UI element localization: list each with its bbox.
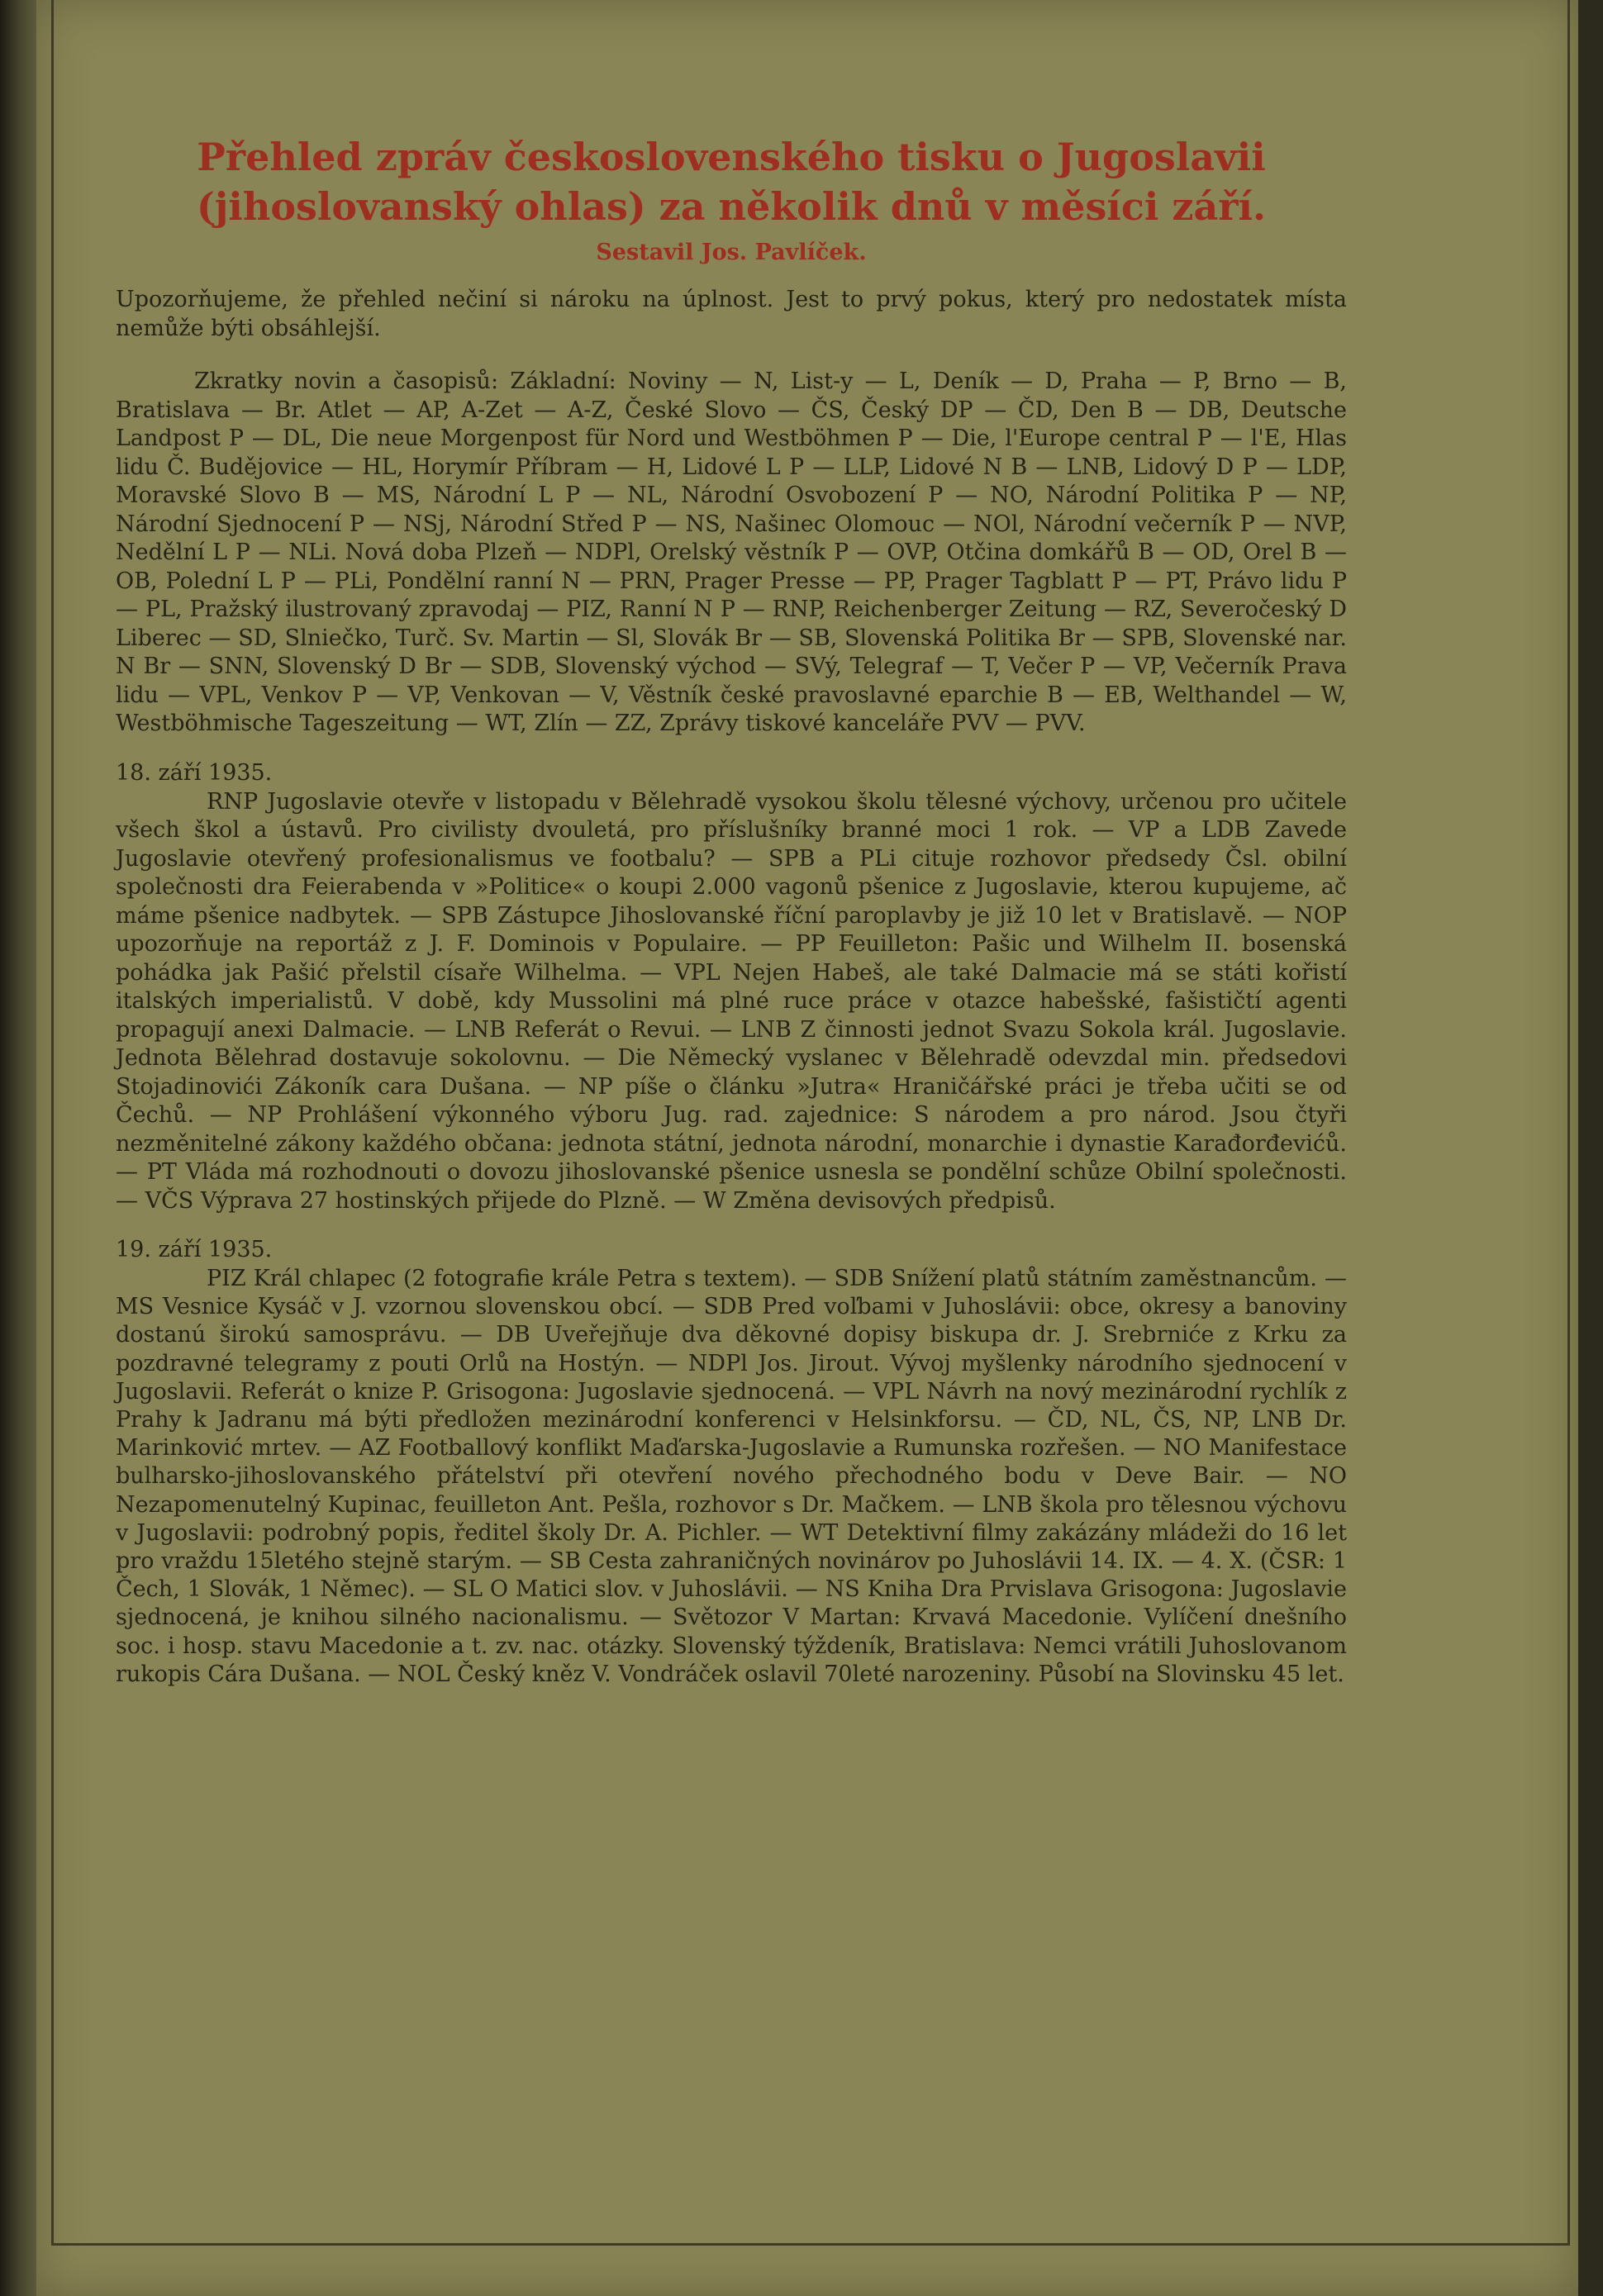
entries-18-sept: RNP Jugoslavie otevře v listopadu v Bělehradě vysokou školu tělesné výchovy, určenou pro učitele všech škol a ústavů. Pro civilisty dvouletá, pro příslušníky branné moci 1 rok. — VP a LDB Zavede Jugoslavie otevřený profesionalismus ve footbalu? — SPB a PLi cituje rozhovor předsedy Čsl. obilní společnosti dra Feierabenda v »Politice« o koupi 2.000 vagonů pšenice z Jugoslavie, kterou kupujeme, ač máme pšenice nadbytek. — SPB Zástupce Jihoslovanské říční paroplavby je již 10 let v Bratislavě. — NOP upozorňuje na reportáž z J. F. Dominois v Populaire. — PP Feuilleton: Pašic und Wilhelm II. bosenská pohádka jak Pašić přelstil císaře Wilhelma. — VPL Nejen Habeš, ale také Dalmacie má se státi kořistí italských imperialistů. V době, kdy Mussolini má plné ruce práce v otazce habešské, fašističtí agenti propagují anexi Dalmacie. — LNB Referát o Revui. — LNB Z činnosti jednot Svazu Sokola král. Jugoslavie. Jednota Bělehrad dostavuje sokolovnu. — Die Německý vyslanec v Bělehradě odevzdal min. předsedovi Stojadinovići Zákoník cara Dušana. — NP píše o článku »Jutra« Hraničářské práci je třeba učiti se od Čechů. — NP Prohlášení výkonného výboru Jug. rad. zajednice: S národem a pro národ. Jsou čtyři nezměnitelné zákony každého občana: jednota státní, jednota národní, monarchie i dynastie Karađorđevićů. — PT Vláda má rozhodnouti o dovozu jihoslovanské pšenice usnesla se pondělní schůze Obilní společnosti. — VČS Výprava 27 hostinských přijede do Plzně. — W Změna devisových předpisů. xyxy=(116,788,1347,1214)
title-line-1: Přehled zpráv československého tisku o Jugoslavii xyxy=(197,135,1266,179)
document-body xyxy=(116,132,1347,1689)
title-line-2: (jihoslovanský ohlas) za několik dnů v měsíci září. xyxy=(197,184,1266,229)
date-heading-19-sept: 19. září 1935. xyxy=(116,1237,273,1262)
entries-19-sept: PIZ Král chlapec (2 fotografie krále Petra s textem). — SDB Snížení platů státním zaměstnancům. — MS Vesnice Kysáč v J. vzornou slovenskou obcí. — SDB Pred voľbami v Juhoslávii: obce, okresy a banoviny dostanú širokú samosprávu. — DB Uveřejňuje dva děkovné dopisy biskupa dr. J. Srebrniće z Krku za pozdravné telegramy z pouti Orlů na Hostýn. — NDPl Jos. Jirout. Vývoj myšlenky národního sjednocení v Jugoslavii. Referát o knize P. Grisogona: Jugoslavie sjednocená. — VPL Návrh na nový mezinárodní rychlík z Prahy k Jadranu má býti předložen mezinárodní konferenci v Helsinkforsu. — ČD, NL, ČS, NP, LNB Dr. Marinković mrtev. — AZ Footballový konflikt Maďarska-Jugoslavie a Rumunska rozřešen. — NO Manifestace bulharsko-jihoslovanského přátelství při otevření nového přechodného bodu v Deve Bair. — NO Nezapomenutelný Kupinac, feuilleton Ant. Pešla, rozhovor s Dr. Mačkem. — LNB škola pro tělesnou výchovu v Jugoslavii: podrobný popis, ředitel školy Dr. A. Pichler. — WT Detektivní filmy zakázány mládeži do 16 let pro vraždu 15letého stejně starým. — SB Cesta zahraničných novinárov po Juhoslávii 14. IX. — 4. X. (ČSR: 1 Čech, 1 Slovák, 1 Němec). — SL O Matici slov. v Juhoslávii. — NS Kniha Dra Prvislava Grisogona: Jugoslavie sjednocená, je knihou silného nacionalismu. — Světozor V Martan: Krvavá Macedonie. Vylíčení dnešního soc. i hosp. stavu Macedonie a t. zv. nac. otázky. Slovenský týždeník, Bratislava: Nemci vrátili Juhoslovanom rukopis Cára Dušana. — NOL Český kněz V. Vondráček oslavil 70leté narozeniny. Působí na Slovinsku 45 let. xyxy=(116,1266,1347,1687)
date-heading-18-sept: 18. září 1935. xyxy=(116,759,273,786)
intro-note: Upozorňujeme, že přehled nečiní si nároku na úplnost. Jest to prvý pokus, který pro nedostatek místa nemůže býti obsáhlejší. xyxy=(116,287,1347,341)
page-title xyxy=(116,132,1347,231)
author-byline: Sestavil Jos. Pavlíček. xyxy=(596,240,867,265)
abbreviations-paragraph: Zkratky novin a časopisů: Základní: Noviny — N, List-y — L, Deník — D, Praha — P, Brno — B, Bratislava — Br. Atlet — AP, A-Zet — A-Z, České Slovo — ČS, Český DP — ČD, Den B — DB, Deutsche Landpost P — DL, Die neue Morgenpost für Nord und Westböhmen P — Die, l'Europe central P — l'E, Hlas lidu Č. Budějovice — HL, Horymír Příbram — H, Lidové L P — LLP, Lidové N B — LNB, Lidový D P — LDP, Moravské Slovo B — MS, Národní L P — NL, Národní Osvobození P — NO, Národní Politika P — NP, Národní Sjednocení P — NSj, Národní Střed P — NS, Našinec Olomouc — NOl, Národní večerník P — NVP, Nedělní L P — NLi. Nová doba Plzeň — NDPl, Orelský věstník P — OVP, Otčina domkářů B — OD, Orel B — OB, Polední L P — PLi, Pondělní ranní N — PRN, Prager Presse — PP, Prager Tagblatt P — PT, Právo lidu P — PL, Pražský ilustrovaný zpravodaj — PIZ, Ranní N P — RNP, Reichenberger Zeitung — RZ, Severočeský D Liberec — SD, Slniečko, Turč. Sv. Martin — Sl, Slovák Br — SB, Slovenská Politika Br — SPB, Slovenské nar. N Br — SNN, Slovenský D Br — SDB, Slovenský východ — SVý, Telegraf — T, Večer P — VP, Večerník Prava lidu — VPL, Venkov P — VP, Venkovan — V, Věstník české pravoslavné eparchie B — EB, Welthandel — W, Westböhmische Tageszeitung — WT, Zlín — ZZ, Zprávy tiskové kanceláře PVV — PVV. xyxy=(116,368,1347,736)
book-spine-shadow xyxy=(0,0,36,2296)
